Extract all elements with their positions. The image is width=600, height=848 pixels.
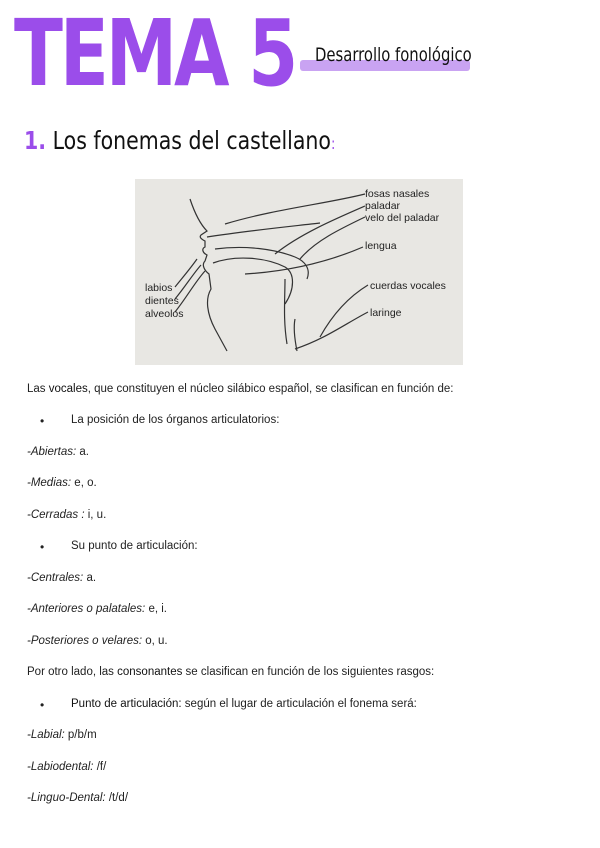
line-labiodental — [27, 761, 106, 773]
label-fosas-nasales: fosas nasales — [365, 188, 430, 200]
cons-bold: consonantes — [117, 666, 183, 678]
label-paladar: paladar — [365, 200, 401, 212]
label: -Posteriores o velares: — [27, 635, 143, 647]
line-labial — [27, 729, 97, 741]
bullet-post: según el lugar de articulación el fonema será: — [181, 698, 417, 710]
vocal-tract-diagram — [135, 179, 463, 365]
value: /f/ — [93, 761, 107, 773]
bullet-posicion — [40, 414, 280, 428]
page-title: TEMA 5 — [14, 0, 296, 107]
line-abiertas — [27, 446, 89, 458]
label-dientes: dientes — [145, 295, 179, 307]
label-laringe: laringe — [370, 307, 402, 319]
value: p/b/m — [64, 729, 97, 741]
bullet-text — [71, 698, 417, 710]
section-heading — [24, 126, 335, 155]
intro-paragraph — [27, 383, 453, 395]
label-cuerdas: cuerdas vocales — [370, 280, 446, 292]
line-anteriores — [27, 603, 167, 615]
value: e, i. — [145, 603, 167, 615]
value: e, o. — [71, 477, 97, 489]
label: -Anteriores o palatales: — [27, 603, 146, 615]
label-velo: velo del paladar — [365, 212, 440, 224]
value: i, u. — [84, 509, 107, 521]
label-lengua: lengua — [365, 240, 397, 252]
label: -Linguo-Dental: — [27, 792, 106, 804]
value: a. — [83, 572, 97, 584]
bullet-punto-articulacion — [40, 698, 417, 712]
consonantes-paragraph — [27, 666, 434, 678]
label-alveolos: alveolos — [145, 308, 184, 320]
label: -Labial: — [27, 729, 65, 741]
label-labios: labios — [145, 282, 173, 294]
subtitle-block — [300, 44, 501, 66]
section-title: Los fonemas del castellano — [52, 126, 331, 155]
bullet-dot: • — [40, 698, 45, 712]
bullet-dot: • — [40, 540, 45, 554]
intro-post: , que constituyen el núcleo silábico español, se clasifican en función de: — [87, 383, 454, 395]
bullet-text: Su punto de articulación: — [71, 540, 198, 552]
subtitle: Desarrollo fonológico — [315, 44, 472, 66]
cons-pre: Por otro lado, las — [27, 666, 118, 678]
value: /t/d/ — [105, 792, 129, 804]
bullet-punto — [40, 540, 198, 554]
label: -Centrales: — [27, 572, 84, 584]
value: a. — [76, 446, 90, 458]
line-cerradas — [27, 509, 106, 521]
cons-post: se clasifican en función de los siguientes rasgos: — [182, 666, 435, 678]
intro-bold: vocales — [48, 383, 88, 395]
line-linguodental — [27, 792, 128, 804]
value: o, u. — [142, 635, 168, 647]
label: -Labiodental: — [27, 761, 94, 773]
section-number: 1. — [24, 126, 47, 155]
label: -Cerradas : — [27, 509, 85, 521]
intro-pre: Las — [27, 383, 49, 395]
line-medias — [27, 477, 97, 489]
vocal-tract-drawing — [135, 179, 463, 365]
bullet-dot: • — [40, 414, 45, 428]
label: -Abiertas: — [27, 446, 77, 458]
label: -Medias: — [27, 477, 72, 489]
line-posteriores — [27, 635, 168, 647]
bullet-bold: Punto de articulación: — [71, 698, 182, 710]
bullet-text: La posición de los órganos articulatorios: — [71, 414, 280, 426]
line-centrales — [27, 572, 96, 584]
section-colon: : — [330, 134, 336, 153]
